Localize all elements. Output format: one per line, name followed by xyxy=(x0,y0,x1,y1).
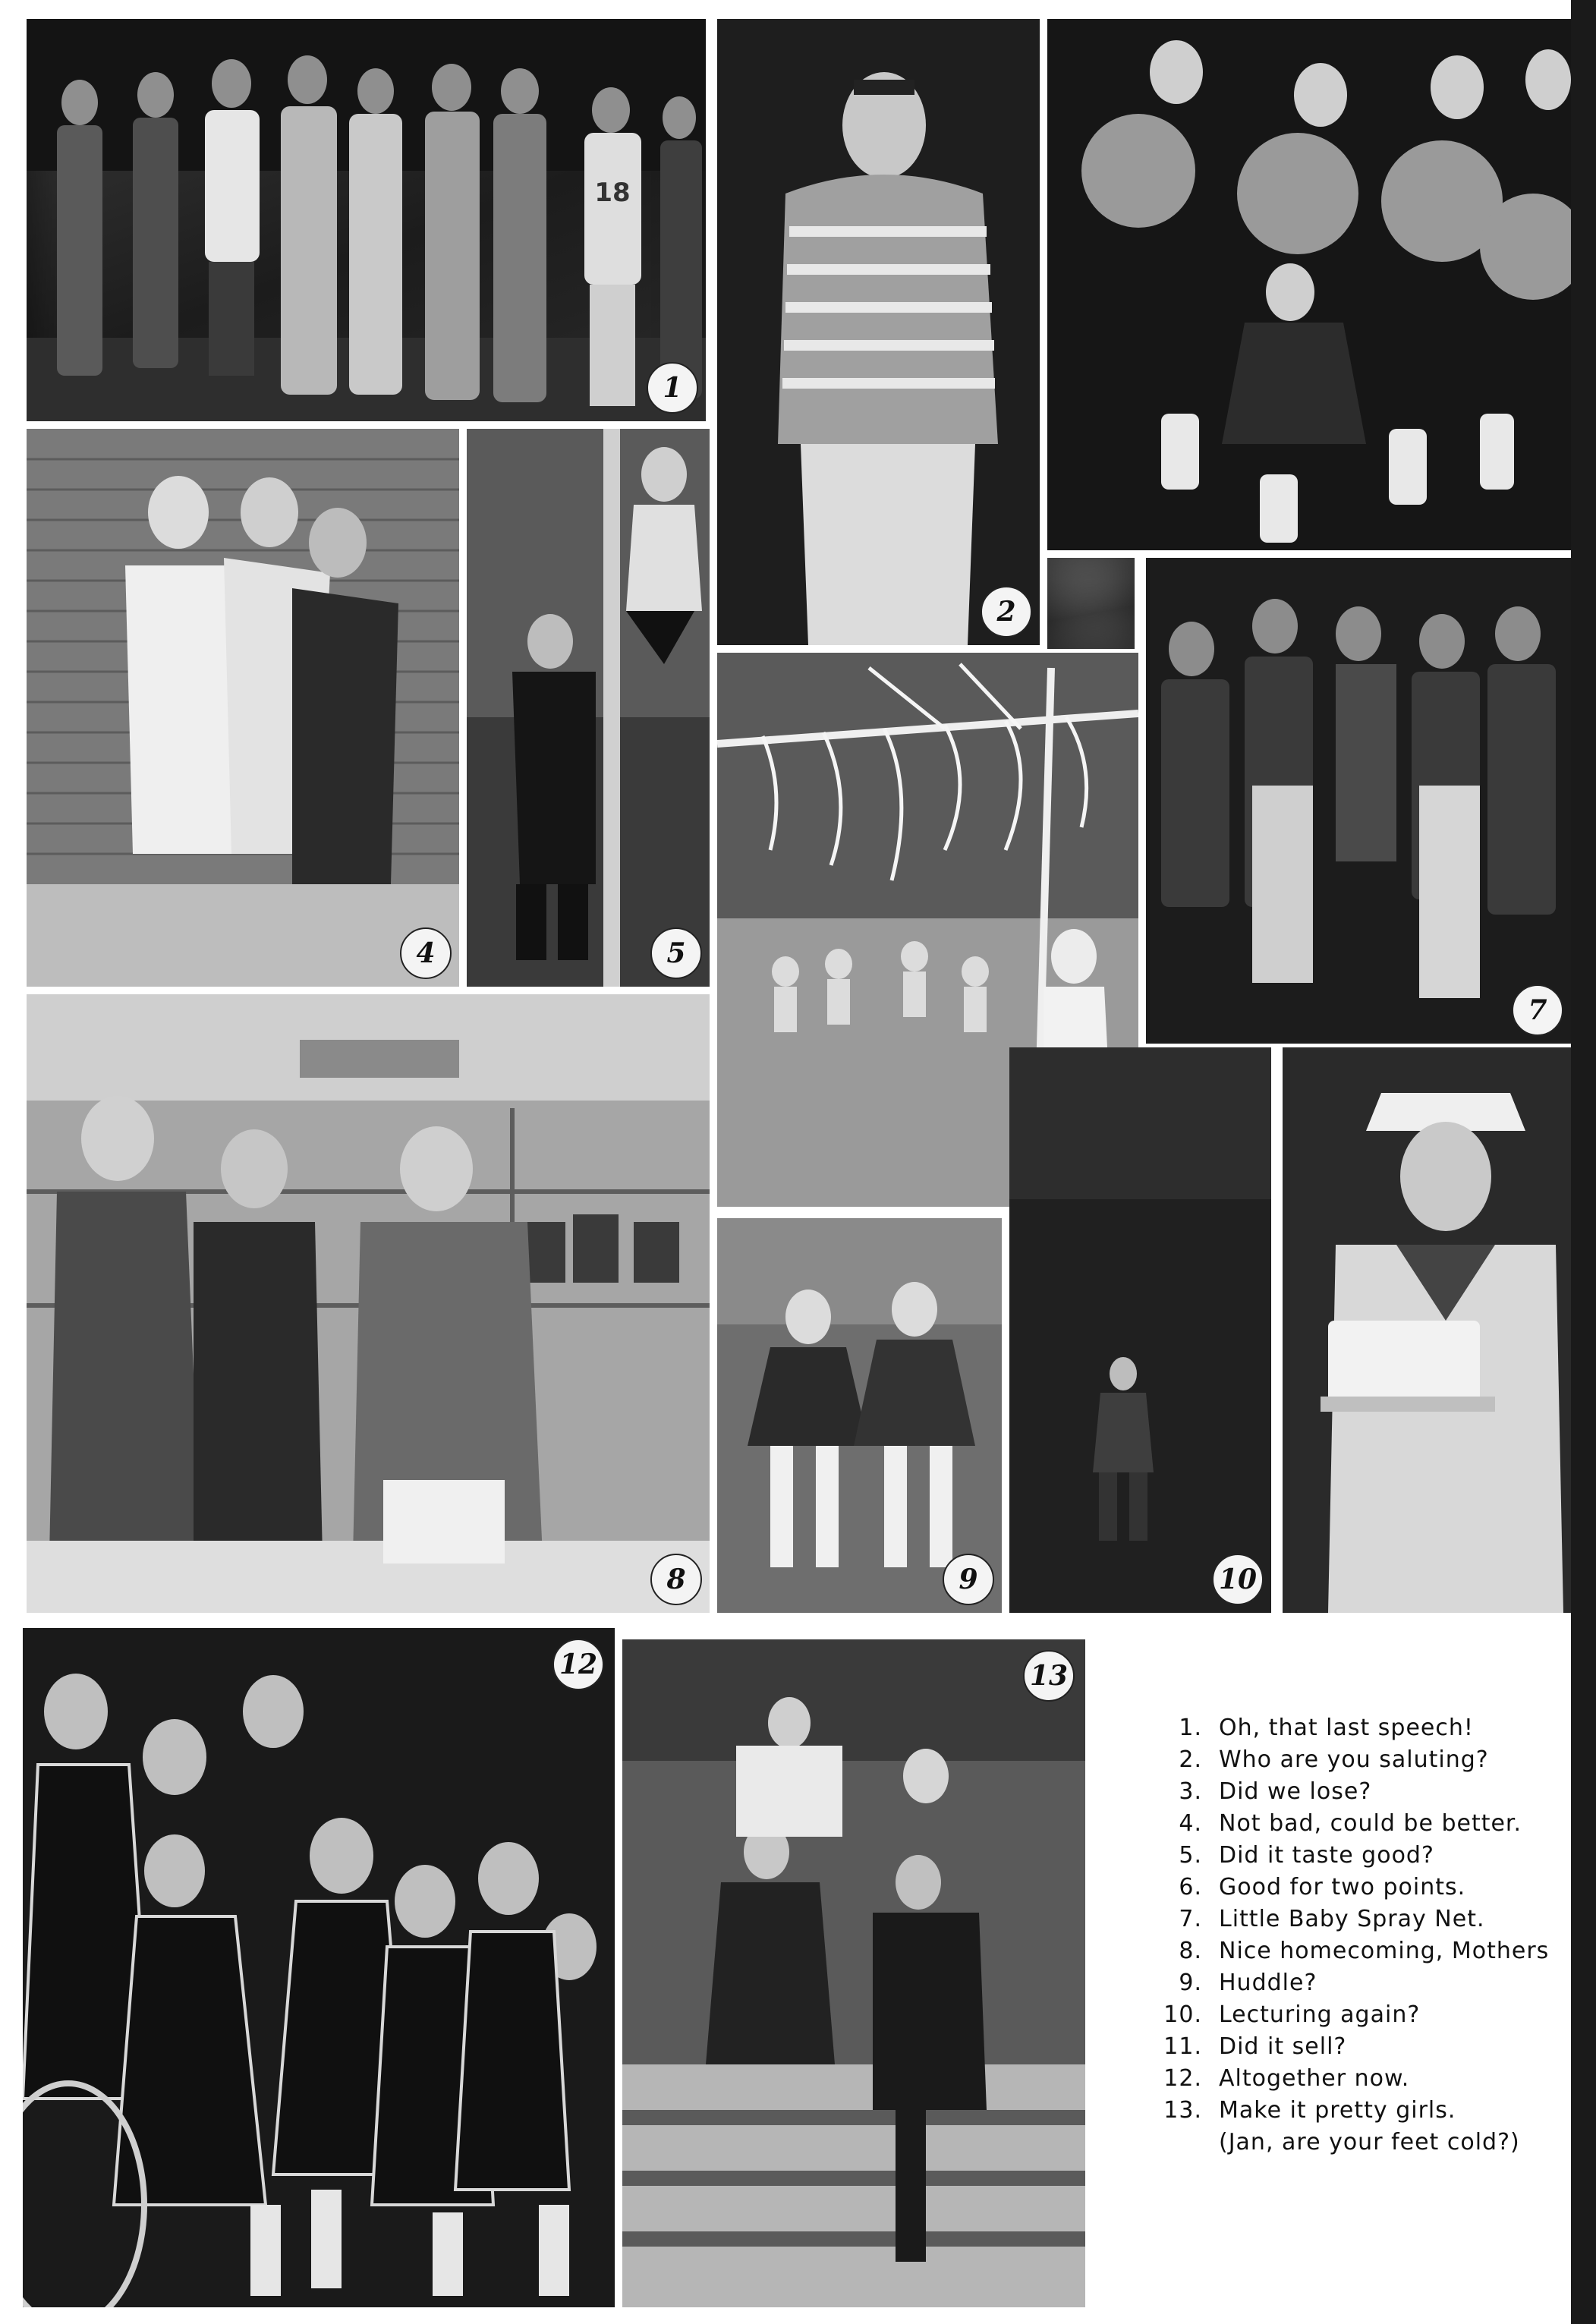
photo-10 xyxy=(1009,1047,1271,1613)
caption-number: 3. xyxy=(1179,1778,1202,1805)
caption-text: Altogether now. xyxy=(1219,2064,1410,2092)
photo-9-scene xyxy=(717,1218,1002,1613)
photo-7 xyxy=(1146,558,1571,1044)
photo-number-4: 4 xyxy=(400,927,452,979)
caption-number: 5. xyxy=(1179,1841,1202,1869)
caption-number: 11. xyxy=(1163,2033,1202,2060)
caption-item xyxy=(1138,1712,1571,1743)
caption-item xyxy=(1138,1807,1571,1839)
caption-number: 4. xyxy=(1179,1809,1202,1837)
caption-item xyxy=(1138,1871,1571,1903)
photo-number-9: 9 xyxy=(943,1554,994,1605)
caption-item xyxy=(1138,1743,1571,1775)
caption-text: Huddle? xyxy=(1219,1969,1317,1996)
caption-list xyxy=(1138,1712,1571,2158)
caption-text: Did it sell? xyxy=(1219,2033,1347,2060)
caption-number: 7. xyxy=(1179,1905,1202,1932)
caption-item xyxy=(1138,1967,1571,1998)
photo-3 xyxy=(1047,19,1571,550)
photo-11-scene xyxy=(1283,1047,1571,1613)
photo-12-scene xyxy=(23,1628,615,2307)
photo-8-scene xyxy=(27,994,710,1613)
caption-item xyxy=(1138,1935,1571,1967)
caption-number: 10. xyxy=(1163,2001,1202,2028)
caption-item xyxy=(1138,1775,1571,1807)
caption-item xyxy=(1138,2062,1571,2094)
photo-4 xyxy=(27,429,459,987)
caption-text: Oh, that last speech! xyxy=(1219,1714,1474,1741)
caption-text: Lecturing again? xyxy=(1219,2001,1421,2028)
photo-number-2: 2 xyxy=(981,586,1032,638)
photo-5-scene xyxy=(467,429,710,987)
photo-9 xyxy=(717,1218,1002,1613)
photo-number-7: 7 xyxy=(1512,984,1563,1036)
photo-number-13: 13 xyxy=(1023,1650,1075,1702)
caption-text: (Jan, are your feet cold?) xyxy=(1219,2128,1520,2156)
photo-2-scene xyxy=(717,19,1040,645)
photo-1-scene xyxy=(27,19,706,421)
caption-text: Good for two points. xyxy=(1219,1873,1466,1900)
caption-text: Did it taste good? xyxy=(1219,1841,1434,1869)
photo-2 xyxy=(717,19,1040,645)
caption-number: 2. xyxy=(1179,1746,1202,1773)
caption-item xyxy=(1138,2030,1571,2062)
photo-number-8: 8 xyxy=(650,1554,702,1605)
caption-item xyxy=(1138,1998,1571,2030)
jersey-number: 18 xyxy=(594,178,631,208)
caption-item xyxy=(1138,2094,1571,2126)
caption-number: 1. xyxy=(1179,1714,1202,1741)
caption-text: Make it pretty girls. xyxy=(1219,2096,1456,2124)
photo-number-5: 5 xyxy=(650,927,702,979)
caption-text: Not bad, could be better. xyxy=(1219,1809,1522,1837)
caption-number: 9. xyxy=(1179,1969,1202,1996)
photo-number-12: 12 xyxy=(552,1639,604,1690)
photo-7-scene xyxy=(1146,558,1571,1044)
caption-text: Who are you saluting? xyxy=(1219,1746,1489,1773)
caption-item xyxy=(1138,1903,1571,1935)
caption-number: 13. xyxy=(1163,2096,1202,2124)
caption-number: 8. xyxy=(1179,1937,1202,1964)
caption-text: Little Baby Spray Net. xyxy=(1219,1905,1485,1932)
photo-13-scene xyxy=(622,1639,1085,2307)
photo-8 xyxy=(27,994,710,1613)
caption-number: 12. xyxy=(1163,2064,1202,2092)
photo-10-scene xyxy=(1009,1047,1271,1613)
caption-text: Nice homecoming, Mothers xyxy=(1219,1937,1550,1964)
photo-number-1: 1 xyxy=(647,362,698,414)
photo-3-scene xyxy=(1047,19,1571,550)
photo-13 xyxy=(622,1639,1085,2307)
caption-text: Did we lose? xyxy=(1219,1778,1372,1805)
page-binding-edge xyxy=(1571,0,1596,2324)
photo-small-strip xyxy=(1047,558,1135,649)
photo-5 xyxy=(467,429,710,987)
photo-4-scene xyxy=(27,429,459,987)
caption-item-continued xyxy=(1138,2126,1571,2158)
caption-item xyxy=(1138,1839,1571,1871)
photo-number-10: 10 xyxy=(1212,1554,1264,1605)
photo-1 xyxy=(27,19,706,421)
photo-12 xyxy=(23,1628,615,2307)
caption-number: 6. xyxy=(1179,1873,1202,1900)
photo-11 xyxy=(1283,1047,1571,1613)
